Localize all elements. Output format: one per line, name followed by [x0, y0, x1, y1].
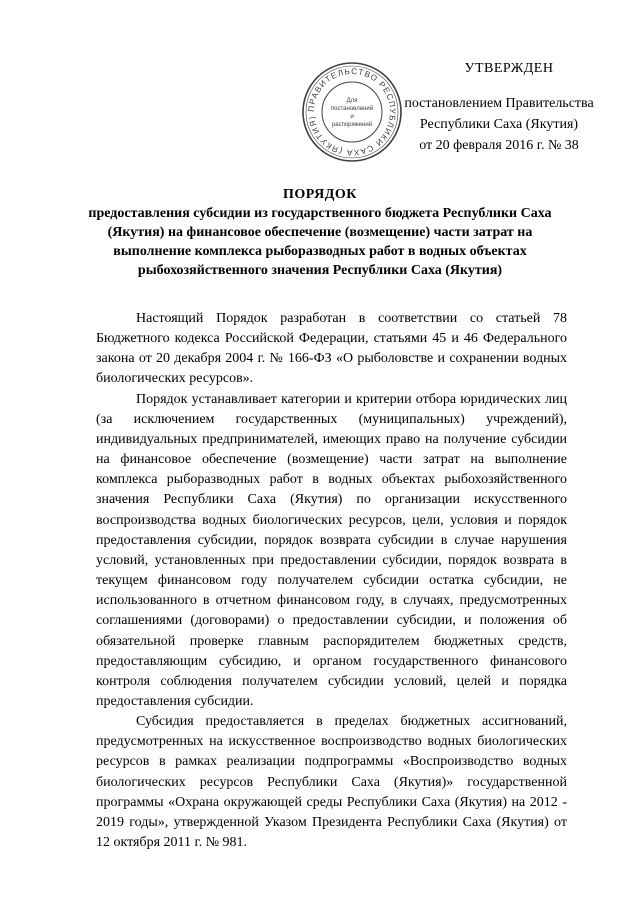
title-main: ПОРЯДОК — [283, 187, 357, 202]
title-subtitle: предоставления субсидии из государственного бюджета Республики Саха (Якутия) на финансовое обеспечение (возмещение) части затрат на выполнение комплекса рыборазводных работ в водных объектах рыбохозяйственного значения Республики Саха (Якутия) — [88, 206, 552, 278]
approval-block — [384, 58, 614, 156]
seal-center-text-3: и — [350, 114, 354, 120]
paragraph-2: Порядок устанавливает категории и критерии отбора юридических лиц (за исключением государственных (муниципальных) учреждений), индивидуальных предпринимателей, имеющих право на получение субсидии на финансовое обеспечение (возмещение) части затрат на выполнение комплекса рыборазводных работ в водных объектах рыбохозяйственного значения Республики Саха (Якутия) по организации искусственного воспроизводства водных биологических ресурсов, цели, условия и порядок предоставления субсидии, порядок возврата субсидии в случае нарушения условий, установленных при предоставлении субсидии, порядок возврата в текущем финансовом году получателем субсидии остатка субсидии, не использованного в отчетном финансовом году, в случаях, предусмотренных соглашениями (договорами) о предоставлении субсидии, и положения об обязательной проверке главным распорядителем бюджетных средств, предоставляющим субсидию, и органом государственного финансового контроля соблюдения получателем субсидии условий, целей и порядка предоставления субсидии. — [96, 391, 567, 709]
approval-line-2: Республики Саха (Якутия) — [419, 117, 579, 132]
paragraph-1: Настоящий Порядок разработан в соответствии со статьей 78 Бюджетного кодекса Российской Федерации, статьями 45 и 46 Федерального закона от 20 декабря 2004 г. № 166-ФЗ «О рыболовстве и сохранении водных биологических ресурсов». — [96, 311, 567, 387]
seal-center-text-1: Для — [346, 98, 358, 104]
paragraph-3: Субсидия предоставляется в пределах бюджетных ассигнований, предусмотренных на искусственное воспроизводство водных биологических ресурсов в рамках реализации подпрограммы «Воспроизводство водных биологических ресурсов Республики Саха (Якутия)» государственной программы «Охрана окружающей среды Республики Саха (Якутия) на 2012 - 2019 годы», утвержденной Указом Президента Республики Саха (Якутия) от 12 октября 2011 г. № 981. — [96, 714, 567, 851]
approval-line-3: от 20 февраля 2016 г. № 38 — [419, 138, 579, 153]
document-title — [80, 185, 560, 280]
approval-heading: УТВЕРЖДЕН — [464, 61, 554, 76]
approval-line-1: постановлением Правительства — [404, 96, 594, 111]
seal-center-text-2: постановлений — [330, 106, 374, 112]
document-body — [96, 309, 567, 853]
seal-ring-text: ПРАВИТЕЛЬСТВО РЕСПУБЛИКИ САХА (ЯКУТИЯ) — [306, 66, 398, 158]
seal-center-text-4: распоряжений — [331, 122, 373, 128]
